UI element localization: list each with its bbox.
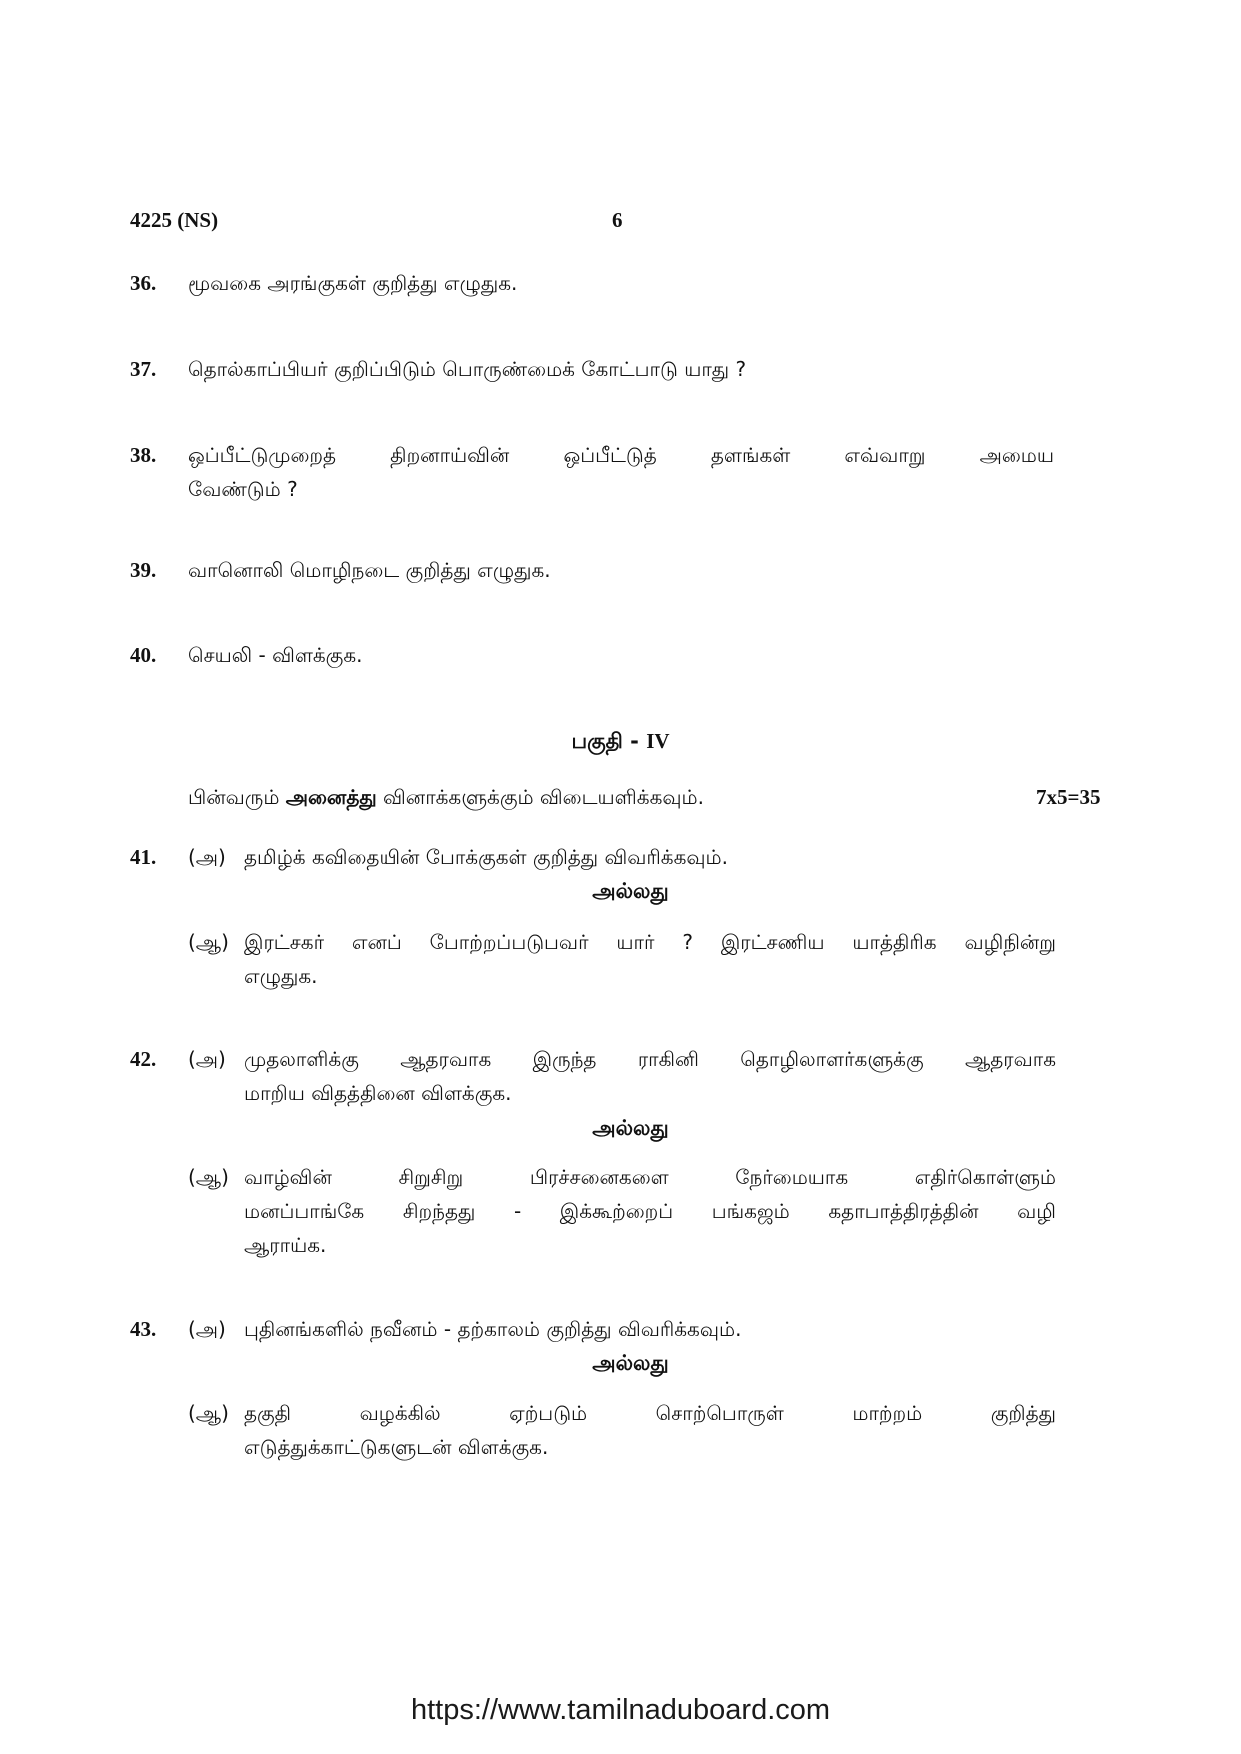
question-text: செயலி - விளக்குக. — [188, 643, 363, 667]
question-text-line: ஒப்பீட்டுமுறைத் திறனாய்வின் ஒப்பீட்டுத் தளங்கள் எவ்வாறு அமைய — [188, 443, 1054, 467]
paper-code: 4225 (NS) — [130, 208, 219, 232]
option-text — [244, 925, 1056, 993]
option-marker: (அ) — [188, 845, 226, 869]
option-text-line: ஆராய்க. — [244, 1233, 327, 1257]
question-number: 38. — [130, 443, 157, 467]
instruction-emphasis: அனைத்து — [285, 785, 377, 809]
option-text-line: வாழ்வின் சிறுசிறு பிரச்சனைகளை நேர்மையாக எதிர்கொள்ளும் — [244, 1165, 1056, 1189]
question-number: 36. — [130, 271, 157, 295]
or-label: அல்லது — [592, 879, 669, 903]
or-separator — [0, 874, 1241, 908]
option-text-line: மனப்பாங்கே சிறந்தது - இக்கூற்றைப் பங்கஜம் கதாபாத்திரத்தின் வழி — [244, 1199, 1056, 1223]
option-text-line: எடுத்துக்காட்டுகளுடன் விளக்குக. — [244, 1435, 549, 1459]
question-number: 43. — [130, 1317, 157, 1341]
question-number: 42. — [130, 1047, 157, 1071]
option-text — [244, 1160, 1056, 1262]
instruction-text: வினாக்களுக்கும் விடையளிக்கவும். — [376, 785, 704, 809]
option-text: புதினங்களில் நவீனம் - தற்காலம் குறித்து விவரிக்கவும். — [244, 1317, 742, 1341]
question-number: 39. — [130, 558, 157, 582]
or-separator — [0, 1111, 1241, 1145]
option-marker: (அ) — [188, 1047, 226, 1071]
option-text-line: தகுதி வழக்கில் ஏற்படும் சொற்பொருள் மாற்றம் குறித்து — [244, 1401, 1056, 1425]
option-text-line: இரட்சகர் எனப் போற்றப்படுபவர் யார் ? இரட்சணிய யாத்திரிக வழிநின்று — [244, 930, 1056, 954]
section-title-text: பகுதி - — [571, 729, 647, 753]
section-title — [0, 724, 1241, 758]
option-marker: (அ) — [188, 1317, 226, 1341]
option-text: தமிழ்க் கவிதையின் போக்குகள் குறித்து விவரிக்கவும். — [244, 845, 728, 869]
option-marker: (ஆ) — [188, 1401, 229, 1425]
option-text-line: முதலாளிக்கு ஆதரவாக இருந்த ராகினி தொழிலாளர்களுக்கு ஆதரவாக — [244, 1047, 1056, 1071]
or-label: அல்லது — [592, 1351, 669, 1375]
or-label: அல்லது — [592, 1116, 669, 1140]
option-marker: (ஆ) — [188, 1165, 229, 1189]
instruction-text: பின்வரும் — [188, 785, 286, 809]
option-marker: (ஆ) — [188, 930, 229, 954]
or-separator — [0, 1346, 1241, 1380]
question-text — [188, 438, 1054, 506]
question-number: 41. — [130, 845, 157, 869]
question-number: 37. — [130, 357, 157, 381]
section-roman: IV — [646, 729, 670, 753]
question-text-line: வேண்டும் ? — [188, 477, 298, 501]
question-text: வானொலி மொழிநடை குறித்து எழுதுக. — [188, 558, 551, 582]
option-text — [244, 1042, 1056, 1110]
option-text-line: மாறிய விதத்தினை விளக்குக. — [244, 1081, 512, 1105]
question-text: தொல்காப்பியர் குறிப்பிடும் பொருண்மைக் கோட்பாடு யாது ? — [188, 357, 747, 381]
section-instruction — [188, 780, 704, 814]
footer-url: https://www.tamilnaduboard.com — [410, 1694, 831, 1726]
option-text-line: எழுதுக. — [244, 964, 318, 988]
page-number: 6 — [612, 208, 623, 232]
question-text: மூவகை அரங்குகள் குறித்து எழுதுக. — [188, 271, 518, 295]
section-marks: 7x5=35 — [1036, 785, 1101, 809]
option-text — [244, 1396, 1056, 1464]
question-number: 40. — [130, 643, 157, 667]
